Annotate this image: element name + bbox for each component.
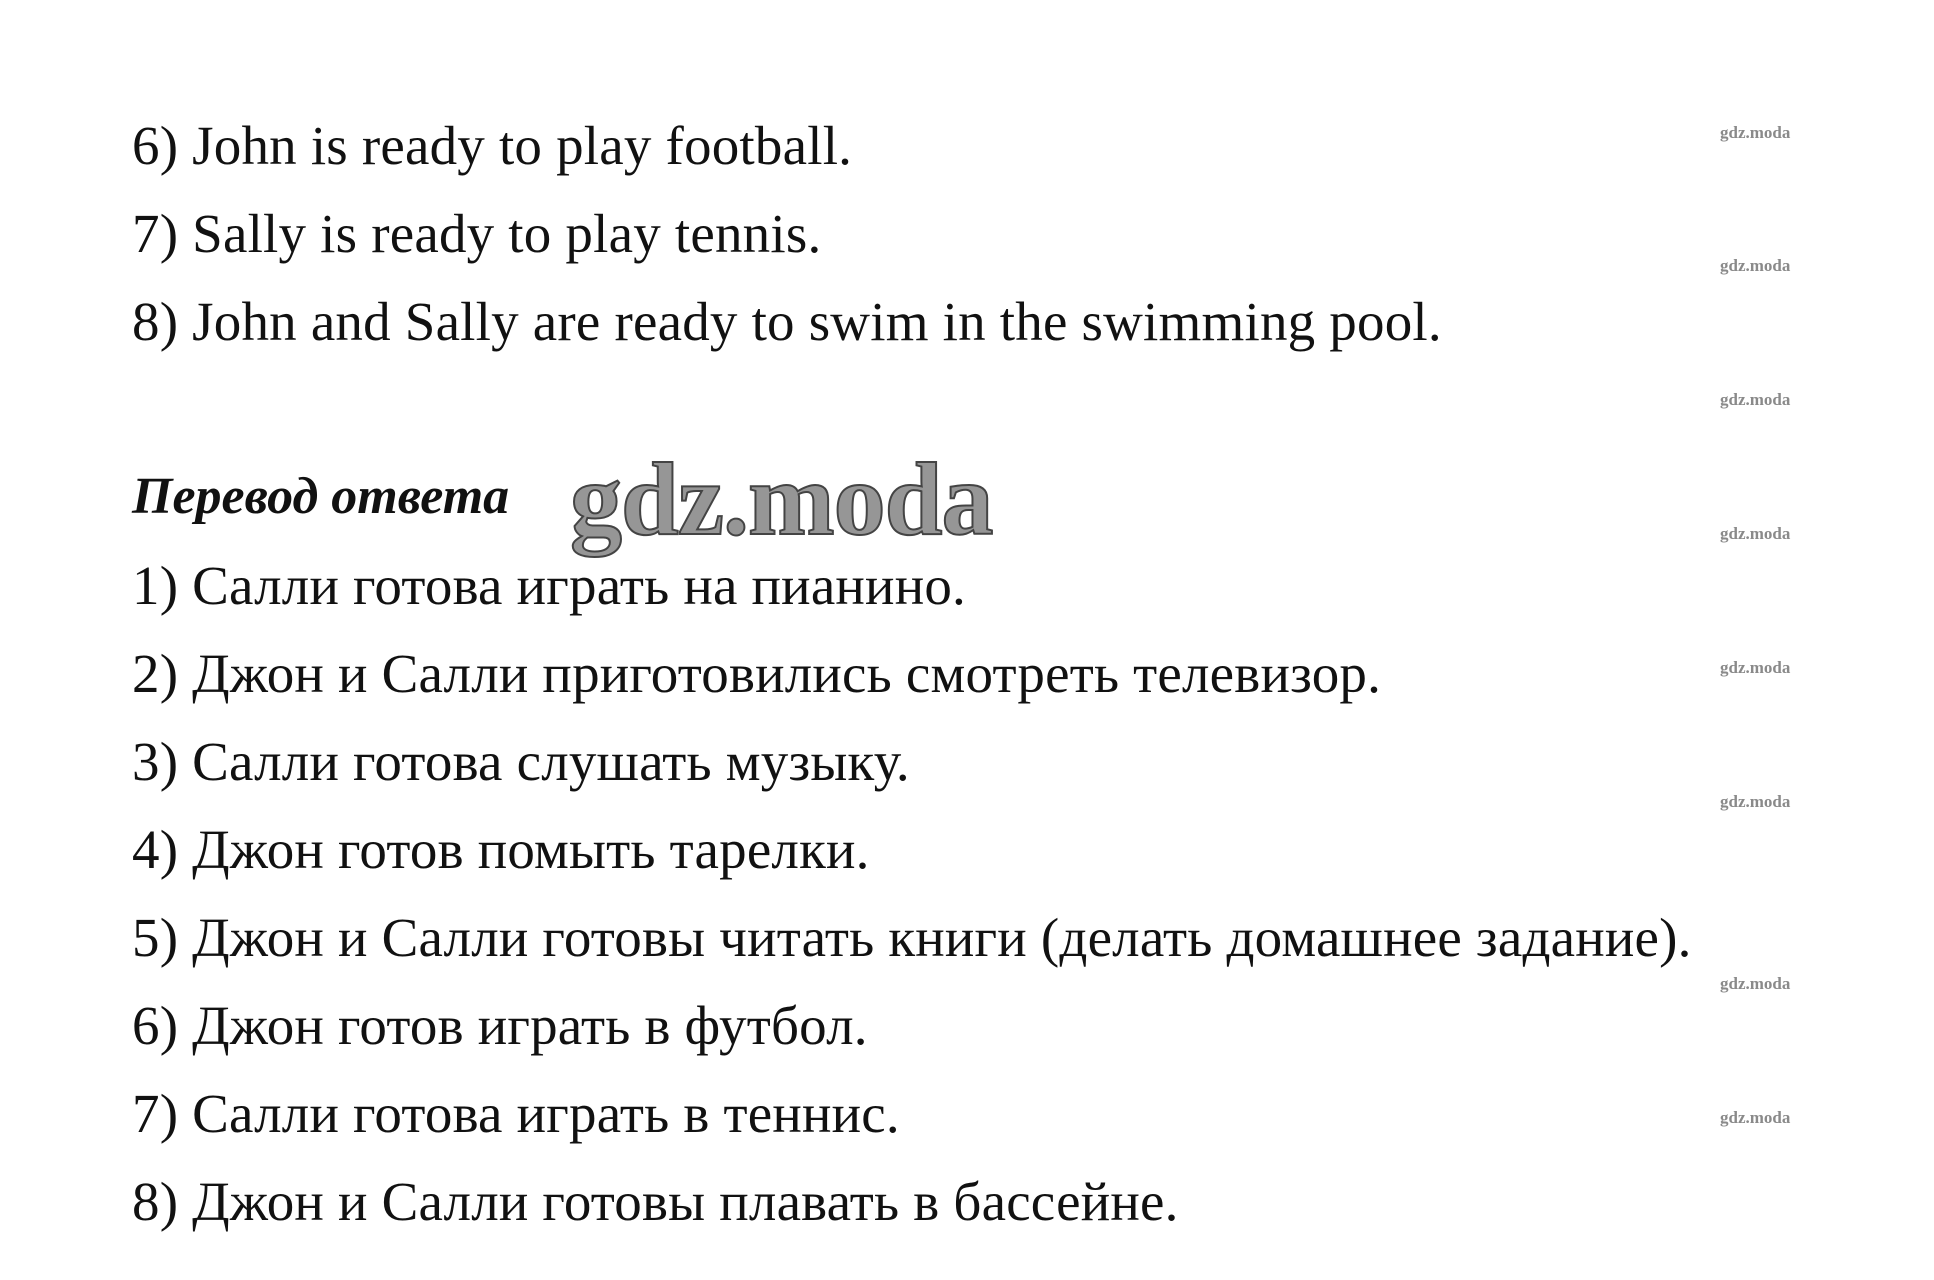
watermark-small: gdz.moda: [1720, 524, 1791, 543]
watermark-small: gdz.moda: [1720, 123, 1791, 142]
translation-line: 8) Джон и Салли готовы плавать в бассейне.: [132, 1171, 1179, 1232]
translation-line: 2) Джон и Салли приготовились смотреть телевизор.: [132, 643, 1382, 704]
translation-line: 7) Салли готова играть в теннис.: [132, 1083, 900, 1144]
english-answer-line: 6) John is ready to play football.: [132, 115, 853, 176]
watermark-small: gdz.moda: [1720, 658, 1791, 677]
translation-line: 6) Джон готов играть в футбол.: [132, 995, 868, 1056]
translation-heading: Перевод ответа: [132, 468, 510, 525]
translation-line: 5) Джон и Салли готовы читать книги (делать домашнее задание).: [132, 907, 1692, 968]
watermark-logo: gdz.moda: [570, 442, 993, 557]
english-answer-line: 7) Sally is ready to play tennis.: [132, 203, 822, 264]
watermark-small: gdz.moda: [1720, 1108, 1791, 1127]
watermark-small: gdz.moda: [1720, 974, 1791, 993]
watermark-small: gdz.moda: [1720, 256, 1791, 275]
watermark-small: gdz.moda: [1720, 792, 1791, 811]
translation-line: 4) Джон готов помыть тарелки.: [132, 819, 870, 880]
english-answer-line: 8) John and Sally are ready to swim in the swimming pool.: [132, 291, 1442, 352]
translation-line: 1) Салли готова играть на пианино.: [132, 555, 966, 616]
watermark-small: gdz.moda: [1720, 390, 1791, 409]
translation-line: 3) Салли готова слушать музыку.: [132, 731, 910, 792]
